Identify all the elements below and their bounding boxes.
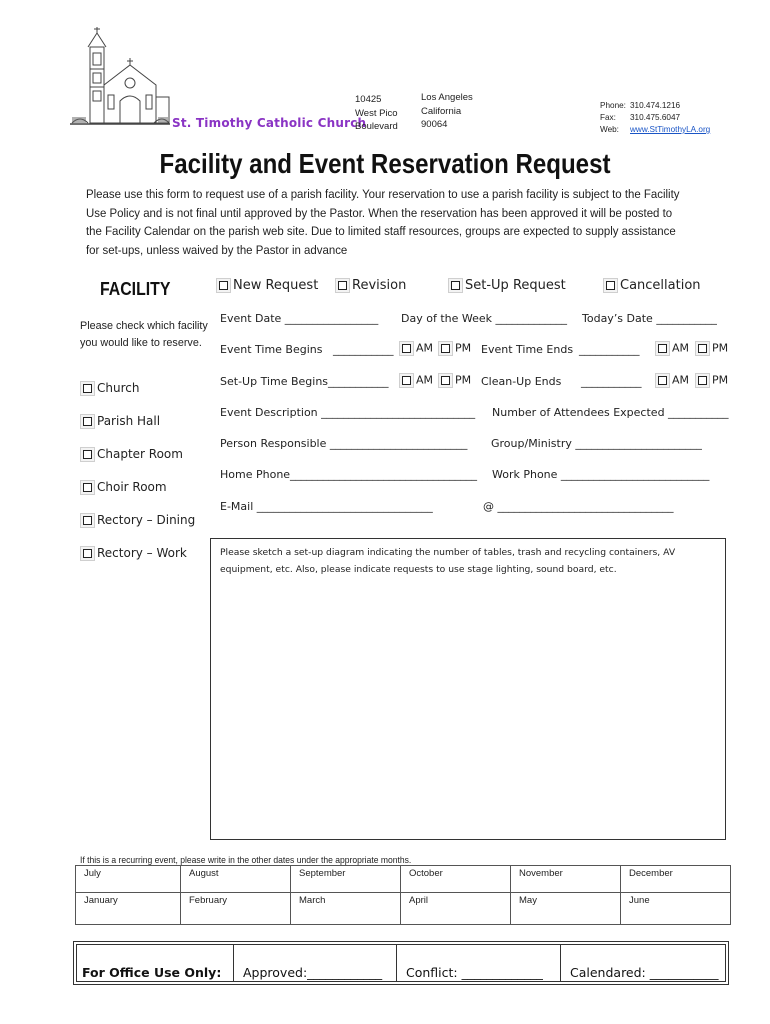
website-link[interactable]: www.StTimothyLA.org — [630, 125, 711, 134]
checkbox[interactable] — [80, 414, 95, 429]
month-label: April — [409, 895, 429, 906]
checkbox[interactable] — [655, 373, 670, 388]
month-label: June — [629, 895, 650, 906]
checkbox[interactable] — [80, 546, 95, 561]
checkbox[interactable] — [80, 480, 95, 495]
month-label: October — [409, 868, 443, 879]
month-cell[interactable] — [401, 866, 511, 893]
facility-choir-room[interactable] — [80, 480, 167, 495]
divider — [396, 944, 397, 982]
facility-chapter-room[interactable] — [80, 447, 183, 462]
checkbox[interactable] — [438, 341, 453, 356]
address-line: West Pico — [355, 107, 398, 119]
checkbox[interactable] — [695, 373, 710, 388]
page-title: Facility and Event Reservation Request — [159, 148, 611, 179]
facility-hint: Please check which facility you would like to reserve. — [80, 320, 208, 349]
request-label: Revision — [352, 278, 407, 293]
divider — [233, 944, 234, 982]
attendees-field[interactable]: Number of Attendees Expected ___________ — [492, 406, 729, 419]
church-logo — [70, 25, 170, 130]
email-domain-field[interactable]: @ ________________________________ — [483, 500, 674, 513]
facility-rectory-work[interactable] — [80, 546, 187, 561]
checkbox[interactable] — [448, 278, 463, 293]
request-new[interactable] — [216, 278, 318, 293]
event-time-ends-field[interactable]: ___________ — [579, 343, 640, 356]
phone-label: Phone: — [600, 101, 626, 110]
am-label: AM — [672, 341, 690, 355]
month-label: July — [84, 868, 101, 879]
sketch-area[interactable] — [210, 538, 726, 840]
month-cell[interactable] — [291, 893, 401, 925]
cleanup-ends-label: Clean-Up Ends — [481, 375, 562, 388]
month-cell[interactable] — [291, 866, 401, 893]
pm-label: PM — [455, 341, 472, 355]
facility-label: Chapter Room — [97, 447, 183, 461]
office-use-label: For Office Use Only: — [82, 965, 222, 980]
pm-label: PM — [712, 373, 729, 387]
intro-paragraph: Please use this form to request use of a parish facility. Your reservation to use a parish facility is subject to the Facility Use Policy and is not final until approved by the Pastor. When the reservation has been approved it will be posted to the Facility Calendar on the parish web site. Due to limited staff resources, groups are expected to supply assistance for set-ups, unless waived by the Pastor in advance — [86, 187, 680, 257]
facility-heading: FACILITY — [100, 279, 171, 299]
todays-date-field[interactable]: Today’s Date ___________ — [582, 312, 717, 325]
fax-label: Fax: — [600, 113, 616, 122]
day-of-week-field[interactable]: Day of the Week _____________ — [401, 312, 567, 325]
month-label: January — [84, 895, 118, 906]
month-label: May — [519, 895, 537, 906]
facility-label: Parish Hall — [97, 414, 161, 428]
cleanup-end-am[interactable] — [655, 373, 689, 388]
request-label: Cancellation — [620, 278, 701, 293]
month-label: August — [189, 868, 219, 879]
request-label: Set-Up Request — [465, 278, 566, 293]
fax-number: 310.475.6047 — [630, 113, 681, 122]
facility-label: Rectory – Dining — [97, 513, 196, 527]
am-label: AM — [672, 373, 690, 387]
month-cell[interactable] — [511, 866, 621, 893]
setup-start-am[interactable] — [399, 373, 433, 388]
event-start-pm[interactable] — [438, 341, 471, 356]
month-label: September — [299, 868, 346, 879]
request-cancellation[interactable] — [603, 278, 701, 293]
event-end-pm[interactable] — [695, 341, 728, 356]
cleanup-end-pm[interactable] — [695, 373, 728, 388]
event-end-am[interactable] — [655, 341, 689, 356]
table-row — [76, 893, 731, 925]
facility-label: Rectory – Work — [97, 546, 187, 560]
am-label: AM — [416, 373, 434, 387]
month-cell[interactable] — [181, 866, 291, 893]
month-label: December — [629, 868, 673, 879]
event-description-field[interactable]: Event Description ____________________________ — [220, 406, 476, 419]
month-label: March — [299, 895, 326, 906]
request-label: New Request — [233, 278, 319, 293]
facility-label: Choir Room — [97, 480, 167, 494]
event-date-field[interactable]: Event Date _________________ — [220, 312, 379, 325]
checkbox[interactable] — [603, 278, 618, 293]
checkbox[interactable] — [216, 278, 231, 293]
church-name: St. Timothy Catholic Church — [172, 116, 367, 130]
month-label: November — [519, 868, 563, 879]
month-cell[interactable] — [621, 893, 731, 925]
month-cell[interactable] — [76, 893, 181, 925]
divider — [560, 944, 561, 982]
person-responsible-field[interactable]: Person Responsible _________________________ — [220, 437, 468, 450]
checkbox[interactable] — [80, 513, 95, 528]
pm-label: PM — [712, 341, 729, 355]
setup-start-pm[interactable] — [438, 373, 471, 388]
checkbox[interactable] — [399, 341, 414, 356]
month-label: February — [189, 895, 228, 906]
work-phone-field[interactable]: Work Phone ___________________________ — [492, 468, 710, 481]
facility-rectory-dining[interactable] — [80, 513, 195, 528]
calendared-field[interactable]: Calendared: ___________ — [570, 965, 719, 980]
address-city — [421, 91, 473, 132]
address-line: 90064 — [421, 119, 448, 130]
table-row — [76, 866, 731, 893]
address-line: 10425 — [355, 94, 382, 105]
event-start-am[interactable] — [399, 341, 433, 356]
sketch-instructions: Please sketch a set-up diagram indicating the number of tables, trash and recycling containers, AV equipment, etc. Also, please indicate requests to use stage lighting, sound board, etc. — [220, 547, 676, 575]
checkbox[interactable] — [335, 278, 350, 293]
phone-number: 310.474.1216 — [630, 101, 681, 110]
address-street — [355, 93, 398, 134]
month-cell[interactable] — [621, 866, 731, 893]
approved-field[interactable]: Approved:____________ — [243, 965, 383, 980]
pm-label: PM — [455, 373, 472, 387]
request-setup[interactable] — [448, 278, 566, 293]
request-revision[interactable] — [335, 278, 406, 293]
checkbox[interactable] — [80, 447, 95, 462]
setup-time-begins-field[interactable]: Set-Up Time Begins___________ — [220, 375, 389, 388]
email-field[interactable]: E-Mail ________________________________ — [220, 500, 433, 513]
month-cell[interactable] — [181, 893, 291, 925]
group-ministry-field[interactable]: Group/Ministry _______________________ — [491, 437, 702, 450]
facility-parish-hall[interactable] — [80, 414, 160, 429]
home-phone-field[interactable]: Home Phone__________________________________ — [220, 468, 478, 481]
recurring-note: If this is a recurring event, please write in the other dates under the appropriate months. — [80, 855, 412, 866]
checkbox[interactable] — [655, 341, 670, 356]
month-cell[interactable] — [511, 893, 621, 925]
checkbox[interactable] — [695, 341, 710, 356]
address-line: Los Angeles — [421, 92, 473, 103]
cleanup-ends-field[interactable]: ___________ — [581, 375, 642, 388]
conflict-field[interactable]: Conflict: _____________ — [406, 965, 543, 980]
month-cell[interactable] — [76, 866, 181, 893]
month-cell[interactable] — [401, 893, 511, 925]
recurring-months-table — [75, 865, 731, 925]
am-label: AM — [416, 341, 434, 355]
event-time-ends-label: Event Time Ends — [481, 343, 574, 356]
address-line: California — [421, 105, 462, 117]
contact-info — [600, 100, 710, 136]
address-line: Boulevard — [355, 121, 398, 132]
checkbox[interactable] — [438, 373, 453, 388]
checkbox[interactable] — [80, 381, 95, 396]
facility-church[interactable] — [80, 381, 139, 396]
event-time-begins-field[interactable]: Event Time Begins ___________ — [220, 343, 394, 356]
checkbox[interactable] — [399, 373, 414, 388]
facility-label: Church — [97, 381, 140, 395]
web-label: Web: — [600, 125, 619, 134]
